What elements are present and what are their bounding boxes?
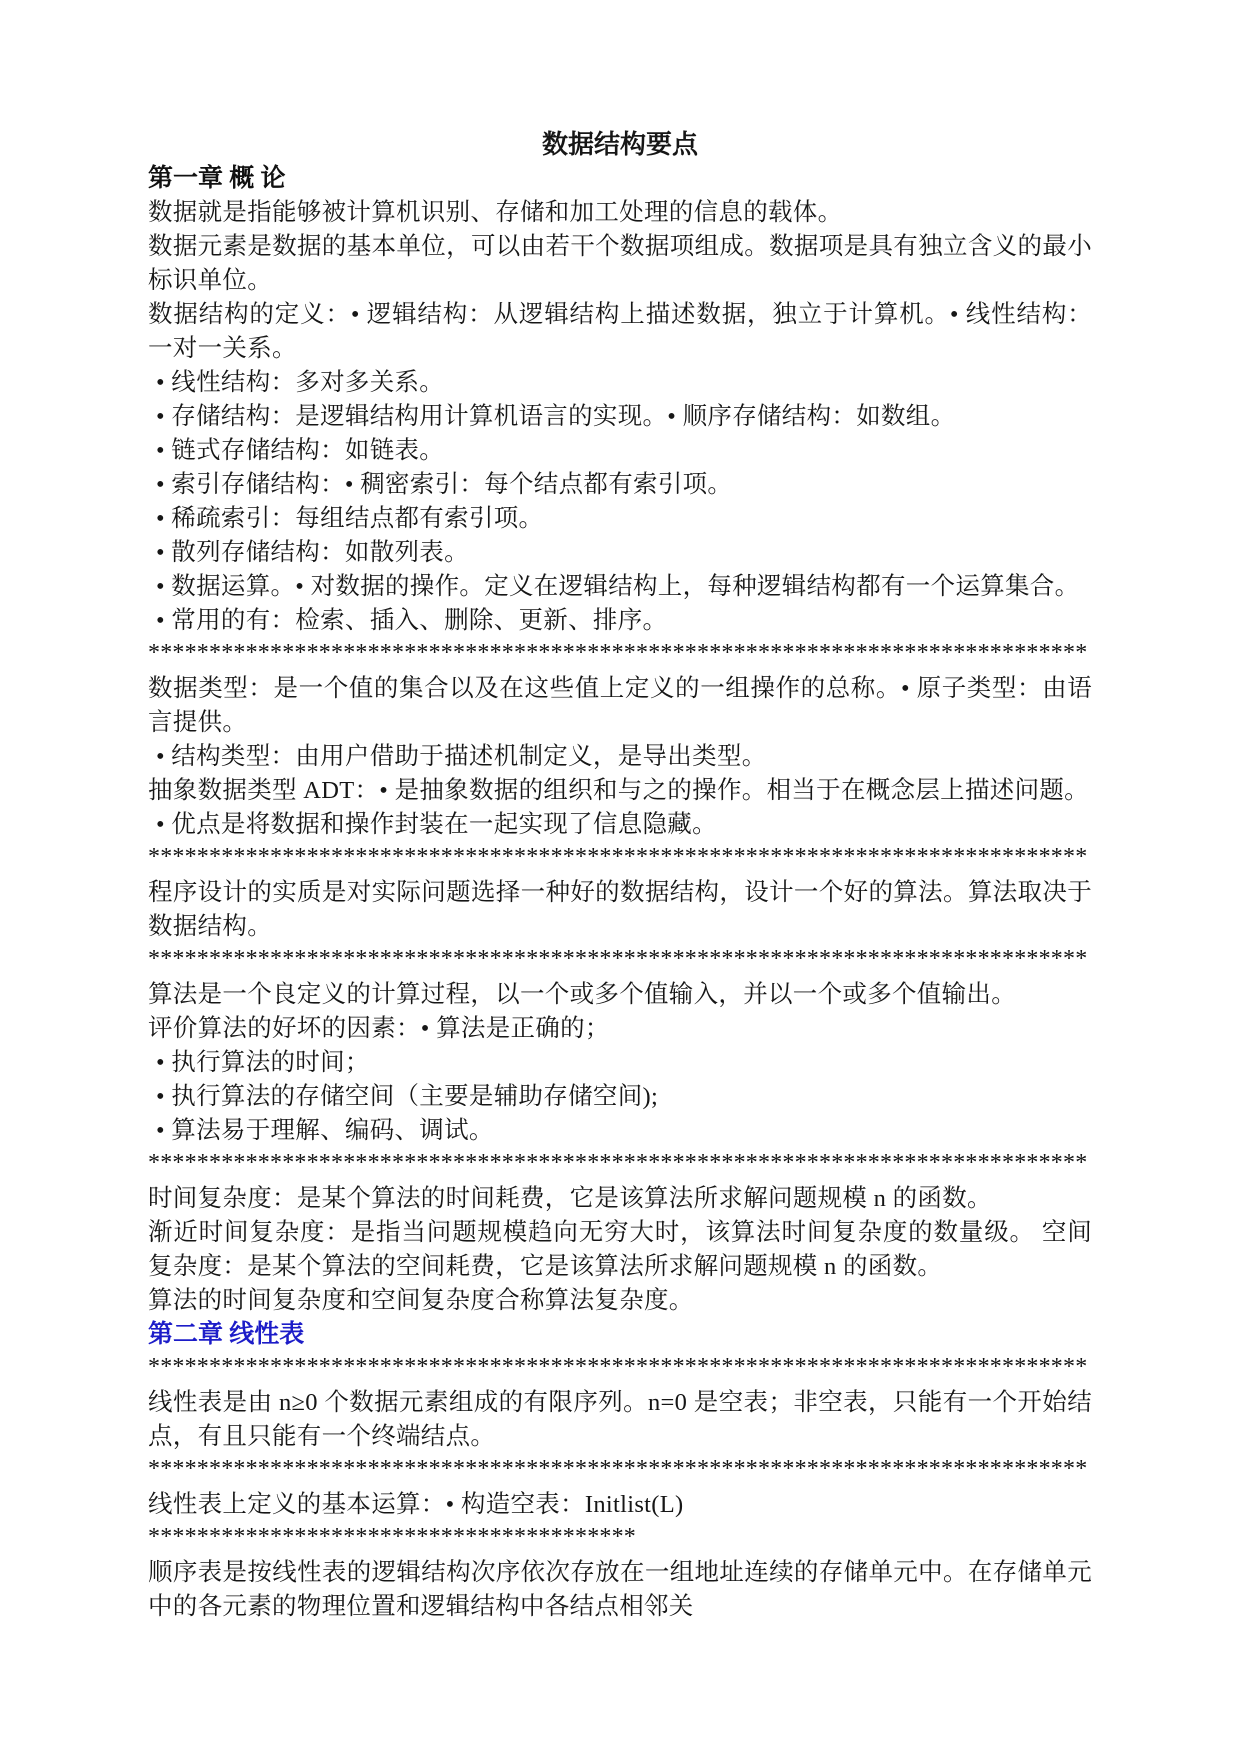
separator-line: **************************************** [148,1525,636,1549]
chapter-heading: 第一章 概 论 [148,165,286,192]
separator-line: ***************************************************************************** [148,1355,1088,1379]
paragraph: 数据就是指能够被计算机识别、存储和加工处理的信息的载体。 [148,199,843,226]
separator-line: ***************************************************************************** [148,641,1088,665]
paragraph: 抽象数据类型 ADT：• 是抽象数据的组织和与之的操作。相当于在概念层上描述问题。 [148,777,1089,804]
paragraph: 顺序表是按线性表的逻辑结构次序依次存放在一组地址连续的存储单元中。在存储单元中的各元素的物理位置和逻辑结构中各结点相邻关 [148,1559,1092,1620]
paragraph: 线性表上定义的基本运算：• 构造空表：Initlist(L) [148,1491,684,1518]
paragraph: 程序设计的实质是对实际问题选择一种好的数据结构，设计一个好的算法。算法取决于数据结构。 [148,879,1092,940]
bullet-line: • 执行算法的时间； [156,1049,370,1076]
bullet-line: • 散列存储结构：如散列表。 [156,539,469,566]
paragraph: 时间复杂度：是某个算法的时间耗费，它是该算法所求解问题规模 n 的函数。 [148,1185,992,1212]
separator-line: ***************************************************************************** [148,1457,1088,1481]
separator-line: ***************************************************************************** [148,845,1088,869]
separator-line: ***************************************************************************** [148,947,1088,971]
separator-line: ***************************************************************************** [148,1151,1088,1175]
bullet-line: • 存储结构：是逻辑结构用计算机语言的实现。• 顺序存储结构：如数组。 [156,403,956,430]
bullet-line: • 索引存储结构：• 稠密索引：每个结点都有索引项。 [156,471,733,498]
paragraph: 数据类型：是一个值的集合以及在这些值上定义的一组操作的总称。• 原子类型：由语言提供。 [148,675,1092,736]
paragraph: 数据结构的定义：• 逻辑结构：从逻辑结构上描述数据，独立于计算机。• 线性结构：一对一关系。 [148,301,1092,362]
paragraph: 数据元素是数据的基本单位，可以由若干个数据项组成。数据项是具有独立含义的最小标识单位。 [148,233,1092,294]
bullet-line: • 算法易于理解、编码、调试。 [156,1117,494,1144]
paragraph: 算法的时间复杂度和空间复杂度合称算法复杂度。 [148,1287,694,1314]
document-title: 数据结构要点 [541,130,698,159]
bullet-line: • 执行算法的存储空间（主要是辅助存储空间); [156,1083,659,1110]
bullet-line: • 链式存储结构：如链表。 [156,437,445,464]
paragraph: 评价算法的好坏的因素：• 算法是正确的； [148,1015,610,1042]
paragraph: 线性表是由 n≥0 个数据元素组成的有限序列。n=0 是空表；非空表，只能有一个开始结点，有且只能有一个终端结点。 [148,1389,1092,1450]
chapter-heading: 第二章 线性表 [148,1321,305,1348]
bullet-line: • 数据运算。• 对数据的操作。定义在逻辑结构上，每种逻辑结构都有一个运算集合。 [156,573,1080,600]
bullet-line: • 线性结构：多对多关系。 [156,369,445,396]
bullet-line: • 稀疏索引：每组结点都有索引项。 [156,505,544,532]
bullet-line: • 结构类型：由用户借助于描述机制定义，是导出类型。 [156,743,767,770]
paragraph: 算法是一个良定义的计算过程，以一个或多个值输入，并以一个或多个值输出。 [148,981,1016,1008]
bullet-line: • 常用的有：检索、插入、删除、更新、排序。 [156,607,668,634]
bullet-line: • 优点是将数据和操作封装在一起实现了信息隐藏。 [156,811,717,838]
paragraph: 渐近时间复杂度：是指当问题规模趋向无穷大时，该算法时间复杂度的数量级。 空间复杂度：是某个算法的空间耗费，它是该算法所求解问题规模 n 的函数。 [148,1219,1092,1280]
